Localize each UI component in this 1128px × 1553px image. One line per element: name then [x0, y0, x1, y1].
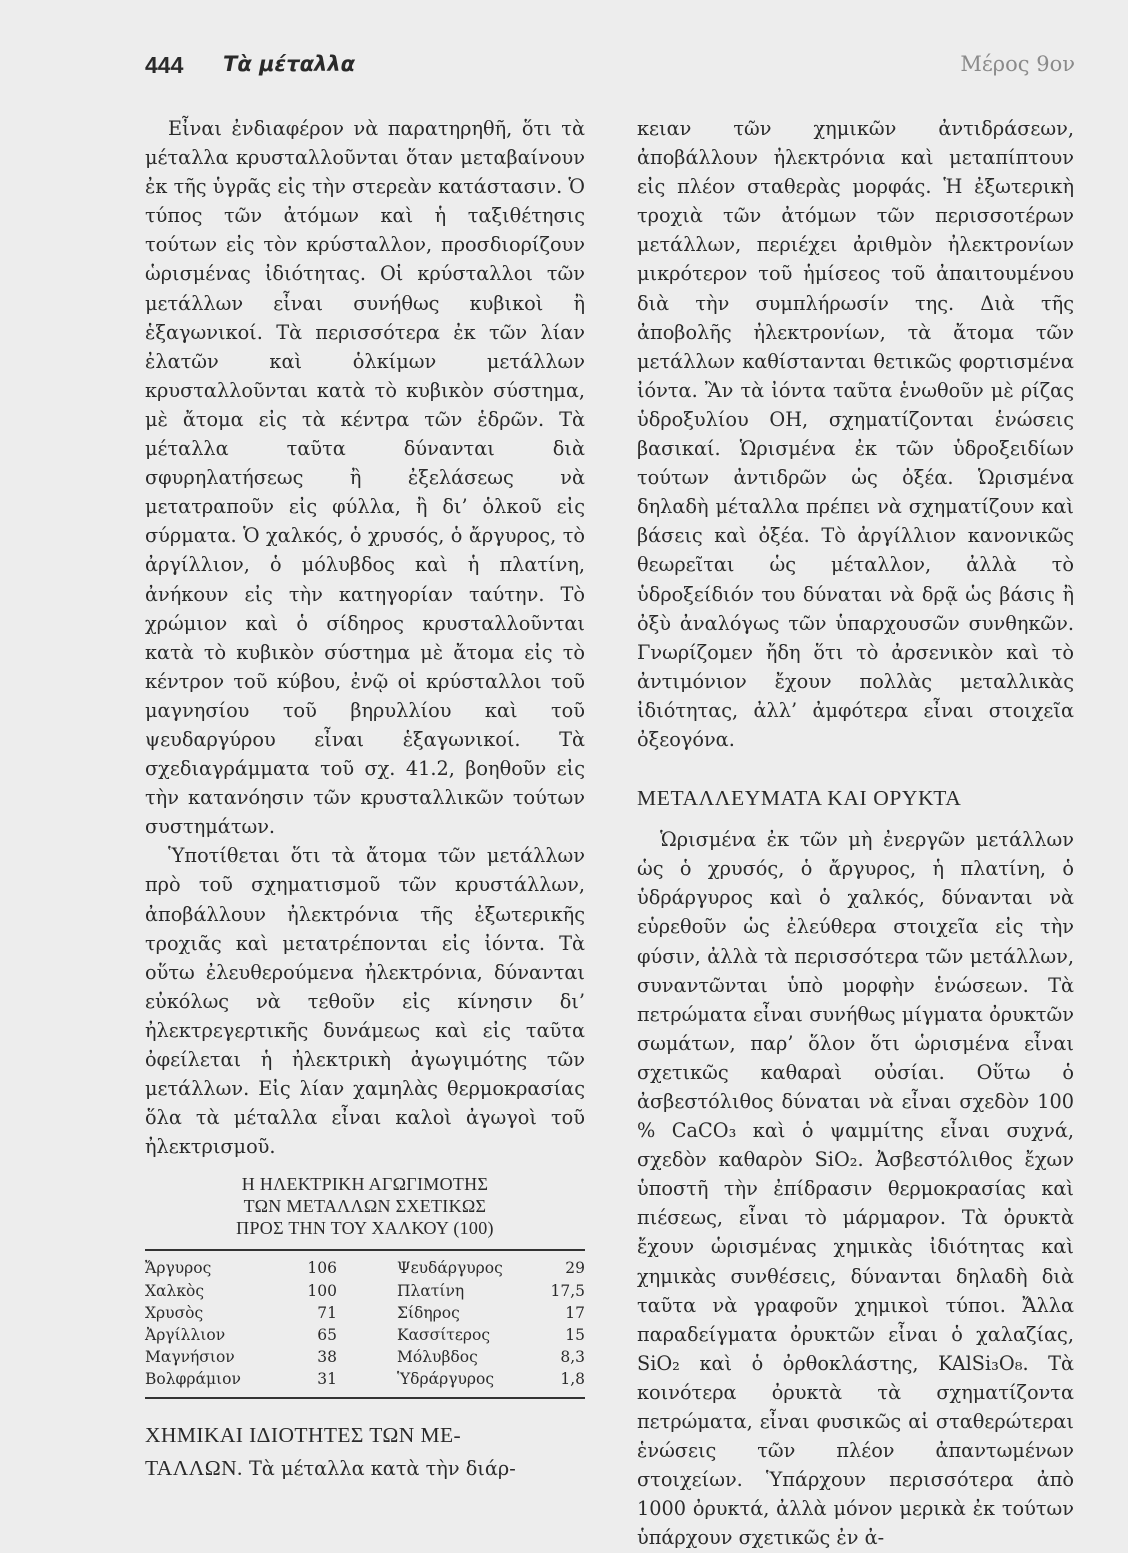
table-bottom-rule	[145, 1397, 585, 1399]
table-row: Βολφράμιον 31 Ὑδράργυρος 1,8	[145, 1370, 585, 1389]
part-label: Μέρος 9ον	[960, 52, 1075, 76]
paragraph-ores: Ὡρισμένα ἐκ τῶν μὴ ἐνεργῶν μετάλλων ὡς ὁ χρυσός, ὁ ἄργυρος, ἡ πλατίνη, ὁ ὑδράργυρος καὶ ὁ χαλκός, δύνανται νὰ εὑρεθοῦν ὡς ἐλεύθερα στοιχεῖα εἰς τὴν φύσιν, ἀλλὰ τὰ περισσότερα τῶν μετάλλων, συναντῶνται ὑπὸ μορφὴν ἑνώσεων. Τὰ πετρώματα εἶναι συνήθως μίγματα ὀρυκτῶν σωμάτων, παρ’ ὅλον ὅτι ὡρισμένα εἶναι σχετικῶς καθαραὶ οὐσίαι. Οὕτω ὁ ἀσβεστόλιθος δύναται νὰ εἶναι σχεδὸν 100 % CaCO₃ καὶ ὁ ψαμμίτης εἶναι συχνά, σχεδὸν καθαρὸν SiO₂. Ἀσβεστόλιθος ἔχων ὑποστῆ τὴν ἐπίδρασιν θερμοκρασίας καὶ πιέσεως, εἶναι τὸ μάρμαρον. Τὰ ὀρυκτὰ ἔχουν ὡρισμένας χημικὰς ἰδιότητας καὶ χημικὰς συνθέσεις, δύνανται δηλαδὴ διὰ ταῦτα νὰ γραφοῦν χημικοὶ τύποι. Ἄλλα παραδείγματα ὀρυκτῶν εἶναι ὁ χαλαζίας, SiO₂ καὶ ὁ ὀρθοκλάστης, KAlSi₃O₈. Τὰ κοινότερα ὀρυκτὰ τὰ σχηματίζοντα πετρώματα, εἶναι φυσικῶς αἱ σταθερώτεραι ἑνώσεις τῶν πλέον ἀπαντωμένων στοιχείων. Ὑπάρχουν περισσότερα ἀπὸ 1000 ὀρυκτά, ἀλλὰ μόνον μερικὰ ἐκ τούτων ὑπάρχουν σχετικῶς ἐν ἀ-	[637, 828, 1074, 1550]
left-column	[145, 114, 585, 1483]
section-heading-chemical: ΧΗΜΙΚΑΙ ΙΔΙΟΤΗΤΕΣ ΤΩΝ ΜΕ-	[145, 1422, 462, 1447]
section-heading-ores: ΜΕΤΑΛΛΕΥΜΑΤΑ ΚΑΙ ΟΡΥΚΤΑ	[637, 786, 962, 811]
table-row: Χαλκὸς 100 Πλατίνη 17,5	[145, 1281, 585, 1300]
section-heading-chemical-cont: ΤΑΛΛΩΝ.	[145, 1455, 243, 1480]
running-header	[145, 52, 1075, 92]
paragraph-chemical-properties: κειαν τῶν χημικῶν ἀντιδράσεων, ἀποβάλλουν ἠλεκτρόνια καὶ μεταπίπτουν εἰς πλέον σταθερὰς μορφάς. Ἡ ἐξωτερικὴ τροχιὰ τῶν ἀτόμων τῶν περισσοτέρων μετάλλων, περιέχει ἀριθμὸν ἠλεκτρονίων μικρότερον τοῦ ἡμίσεος τοῦ ἀπαιτουμένου διὰ τὴν συμπλήρωσίν της. Διὰ τῆς ἀποβολῆς ἠλεκτρονίων, τὰ ἄτομα τῶν μετάλλων καθίστανται θετικῶς φορτισμένα ἰόντα. Ἂν τὰ ἰόντα ταῦτα ἑνωθοῦν μὲ ρίζας ὑδροξυλίου ΟΗ, σχηματίζονται ἑνώσεις βασικαί. Ὡρισμένα ἐκ τῶν ὑδροξειδίων τούτων ἀντιδρῶν ὡς ὀξέα. Ὡρισμένα δηλαδὴ μέταλλα πρέπει νὰ σχηματίζουν καὶ βάσεις καὶ ὀξέα. Τὸ ἀργίλλιον κανονικῶς θεωρεῖται ὡς μέταλλον, ἀλλὰ τὸ ὑδροξείδιόν του δύναται νὰ δρᾷ ὡς βάσις ἢ ὀξὺ ἀναλόγως τῶν ὑπαρχουσῶν συνθηκῶν. Γνωρίζομεν ἤδη ὅτι τὸ ἀρσενικὸν καὶ τὸ ἀντιμόνιον ἔχουν πολλὰς μεταλλικὰς ἰδιότητας, ἀλλ’ ἀμφότερα εἶναι στοιχεῖα ὀξεογόνα.	[637, 117, 1074, 751]
table-caption: Η ΗΛΕΚΤΡΙΚΗ ΑΓΩΓΙΜΟΤΗΣ ΤΩΝ ΜΕΤΑΛΛΩΝ ΣΧΕΤΙΚΩΣ ΠΡΟΣ ΤΗΝ ΤΟΥ ΧΑΛΚΟΥ (100)	[236, 1174, 494, 1239]
table-row: Μαγνήσιον 38 Μόλυβδος 8,3	[145, 1348, 585, 1367]
table-row: Ἄργυρος 106 Ψευδάργυρος 29	[145, 1259, 585, 1278]
paragraph-crystals: Εἶναι ἐνδιαφέρον νὰ παρατηρηθῆ, ὅτι τὰ μέταλλα κρυσταλλοῦνται ὅταν μεταβαίνουν ἐκ τῆς ὑγρᾶς εἰς τὴν στερεὰν κατάστασιν. Ὁ τύπος τῶν ἀτόμων καὶ ἡ ταξιθέτησις τούτων εἰς τὸν κρύσταλλον, προσδιορίζουν ὡρισμένας ἰδιότητας. Οἱ κρύσταλλοι τῶν μετάλλων εἶναι συνήθως κυβικοὶ ἢ ἑξαγωνικοί. Τὰ περισσότερα ἐκ τῶν λίαν ἐλατῶν καὶ ὁλκίμων μετάλλων κρυσταλλοῦνται κατὰ τὸ κυβικὸν σύστημα, μὲ ἄτομα εἰς τὰ κέντρα τῶν ἑδρῶν. Τὰ μέταλλα ταῦτα δύνανται διὰ σφυρηλατήσεως ἢ ἐξελάσεως νὰ μετατραποῦν εἰς φύλλα, ἢ δι’ ὁλκοῦ εἰς σύρματα. Ὁ χαλκός, ὁ χρυσός, ὁ ἄργυρος, τὸ ἀργίλλιον, ὁ μόλυβδος καὶ ἡ πλατίνη, ἀνήκουν εἰς τὴν κατηγορίαν ταύτην. Τὸ χρώμιον καὶ ὁ σίδηρος κρυσταλλοῦνται κατὰ τὸ κυβικὸν σύστημα μὲ ἄτομα εἰς τὸ κέντρον τοῦ κύβου, ἐνῷ οἱ κρύσταλλοι τοῦ μαγνησίου τοῦ βηρυλλίου καὶ τοῦ ψευδαργύρου εἶναι ἑξαγωνικοί. Τὰ σχεδιαγράμματα τοῦ σχ. 41.2, βοηθοῦν εἰς τὴν κατανόησιν τῶν κρυσταλλικῶν τούτων συστημάτων.	[145, 117, 585, 839]
paragraph-electrons: Ὑποτίθεται ὅτι τὰ ἄτομα τῶν μετάλλων πρὸ τοῦ σχηματισμοῦ τῶν κρυστάλλων, ἀποβάλλουν ἠλεκτρόνια τῆς ἐξωτερικῆς τροχιᾶς καὶ μετατρέπονται εἰς ἰόντα. Τὰ οὕτω ἐλευθερούμενα ἠλεκτρόνια, δύνανται εὐκόλως νὰ τεθοῦν εἰς κίνησιν δι’ ἠλεκτρεγερτικῆς δυνάμεως καὶ εἰς ταῦτα ὀφείλεται ἡ ἠλεκτρικὴ ἀγωγιμότης τῶν μετάλλων. Εἰς λίαν χαμηλὰς θερμοκρασίας ὅλα τὰ μέταλλα εἶναι καλοὶ ἀγωγοὶ τοῦ ἠλεκτρισμοῦ.	[145, 844, 585, 1159]
table-row: Ἀργίλλιον 65 Κασσίτερος 15	[145, 1325, 585, 1344]
table-row: Χρυσὸς 71 Σίδηρος 17	[145, 1303, 585, 1322]
section-lead-line	[145, 1454, 585, 1483]
page-number: 444	[145, 52, 184, 78]
table-top-rule	[145, 1249, 585, 1251]
running-title: Τὰ μέταλλα	[223, 52, 356, 76]
right-column	[637, 114, 1074, 1553]
section-lead-text: Τὰ μέταλλα κατὰ τὴν διάρ-	[248, 1456, 516, 1480]
conductivity-table	[145, 1257, 585, 1390]
